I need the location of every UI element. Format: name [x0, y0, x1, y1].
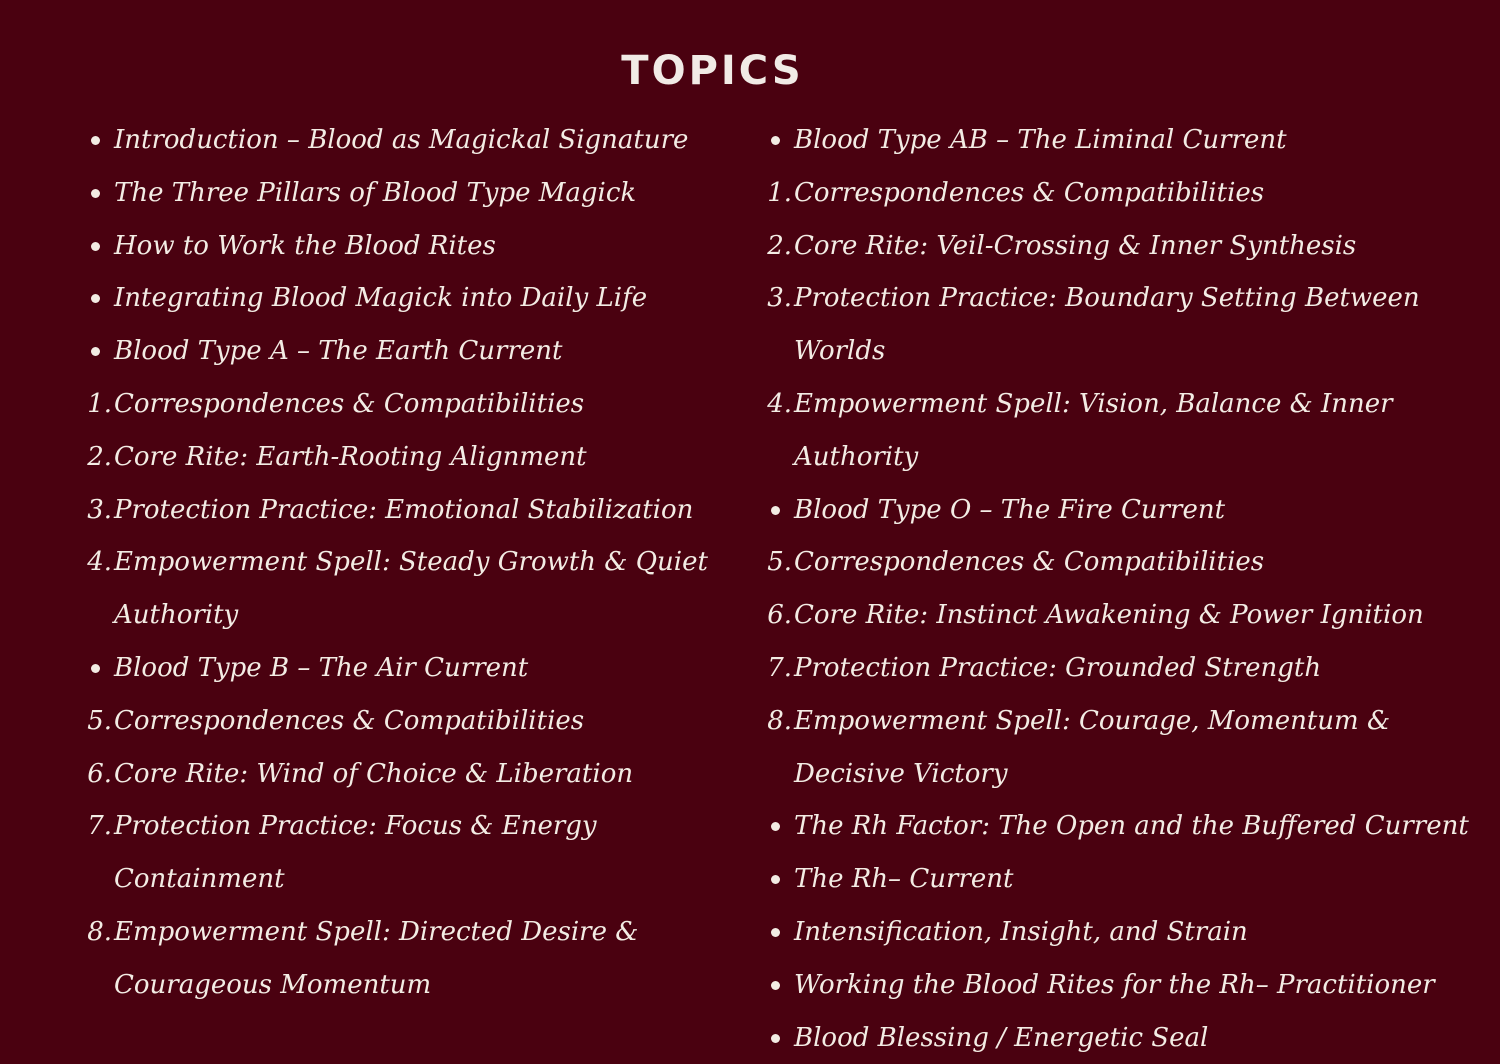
topic-text: Correspondences & Compatibilities	[794, 547, 1265, 578]
topic-item	[762, 853, 1482, 906]
topic-item	[762, 642, 1482, 695]
topic-item	[762, 695, 1482, 801]
topic-item	[82, 536, 722, 642]
topic-text: Blood Blessing / Energetic Seal	[794, 1022, 1209, 1053]
topic-text: Empowerment Spell: Directed Desire & Courageous Momentum	[114, 916, 639, 1000]
number-marker: 2.	[767, 230, 792, 261]
topic-text: Protection Practice: Boundary Setting Between Worlds	[794, 283, 1420, 367]
number-marker: 3.	[767, 283, 792, 314]
topic-item	[82, 484, 722, 537]
topic-text: Blood Type A – The Earth Current	[114, 336, 563, 367]
topic-text: Intensification, Insight, and Strain	[794, 916, 1248, 947]
topic-item	[82, 695, 722, 748]
topic-item	[762, 114, 1482, 167]
topics-list-right	[762, 114, 1482, 1064]
topic-item	[82, 748, 722, 801]
topic-text: Working the Blood Rites for the Rh– Practitioner	[794, 969, 1435, 1000]
topic-item	[82, 272, 722, 325]
number-marker: 7.	[87, 811, 112, 842]
topic-item	[82, 431, 722, 484]
topic-text: Core Rite: Earth-Rooting Alignment	[114, 441, 587, 472]
topic-item	[762, 220, 1482, 273]
page-title: TOPICS	[621, 48, 804, 94]
number-marker: 5.	[87, 705, 112, 736]
topic-text: Correspondences & Compatibilities	[114, 388, 585, 419]
topic-text: Blood Type B – The Air Current	[114, 652, 529, 683]
topic-item	[82, 325, 722, 378]
topic-text: Core Rite: Instinct Awakening & Power Ignition	[794, 600, 1424, 631]
topic-item	[82, 378, 722, 431]
topic-item	[762, 536, 1482, 589]
topic-item	[762, 959, 1482, 1012]
number-marker: 6.	[767, 600, 792, 631]
topic-item	[762, 167, 1482, 220]
topic-text: Core Rite: Veil-Crossing & Inner Synthesis	[794, 230, 1357, 261]
topic-item	[762, 1012, 1482, 1064]
topic-item	[762, 272, 1482, 378]
number-marker: 1.	[87, 388, 112, 419]
topic-text: Empowerment Spell: Steady Growth & Quiet Authority	[114, 547, 708, 631]
topic-text: Correspondences & Compatibilities	[114, 705, 585, 736]
topic-text: Introduction – Blood as Magickal Signature	[114, 125, 689, 155]
topic-text: Correspondences & Compatibilities	[794, 177, 1265, 208]
number-marker: 8.	[767, 705, 792, 736]
topic-text: The Three Pillars of Blood Type Magick	[114, 177, 637, 208]
topic-item	[82, 906, 722, 1012]
topic-item	[82, 220, 722, 273]
topic-item	[82, 114, 722, 167]
topic-item	[762, 906, 1482, 959]
topic-item	[82, 167, 722, 220]
topic-item	[762, 378, 1482, 484]
topic-item	[762, 589, 1482, 642]
number-marker: 3.	[87, 494, 112, 525]
topic-item	[82, 642, 722, 695]
number-marker: 2.	[87, 441, 112, 472]
topic-item	[762, 484, 1482, 537]
topic-text: Protection Practice: Grounded Strength	[794, 652, 1322, 683]
number-marker: 5.	[767, 547, 792, 578]
number-marker: 4.	[767, 388, 792, 419]
topic-text: Integrating Blood Magick into Daily Life	[114, 283, 648, 314]
topic-text: How to Work the Blood Rites	[114, 230, 496, 261]
number-marker: 6.	[87, 758, 112, 789]
topic-text: Blood Type AB – The Liminal Current	[794, 125, 1287, 155]
number-marker: 8.	[87, 916, 112, 947]
number-marker: 4.	[87, 547, 112, 578]
topic-text: Core Rite: Wind of Choice & Liberation	[114, 758, 634, 789]
topic-item	[82, 800, 722, 906]
number-marker: 1.	[767, 177, 792, 208]
topic-text: Empowerment Spell: Courage, Momentum & Decisive Victory	[794, 705, 1391, 789]
number-marker: 7.	[767, 652, 792, 683]
topic-item	[762, 800, 1482, 853]
topic-text: Protection Practice: Emotional Stabilization	[114, 494, 694, 525]
topic-text: The Rh– Current	[794, 864, 1014, 895]
topic-text: Empowerment Spell: Vision, Balance & Inner Authority	[794, 388, 1393, 472]
topics-list-left	[82, 114, 722, 1012]
topic-text: Protection Practice: Focus & Energy Containment	[114, 811, 597, 895]
topic-text: Blood Type O – The Fire Current	[794, 494, 1226, 525]
topic-text: The Rh Factor: The Open and the Buffered Current	[794, 811, 1469, 842]
